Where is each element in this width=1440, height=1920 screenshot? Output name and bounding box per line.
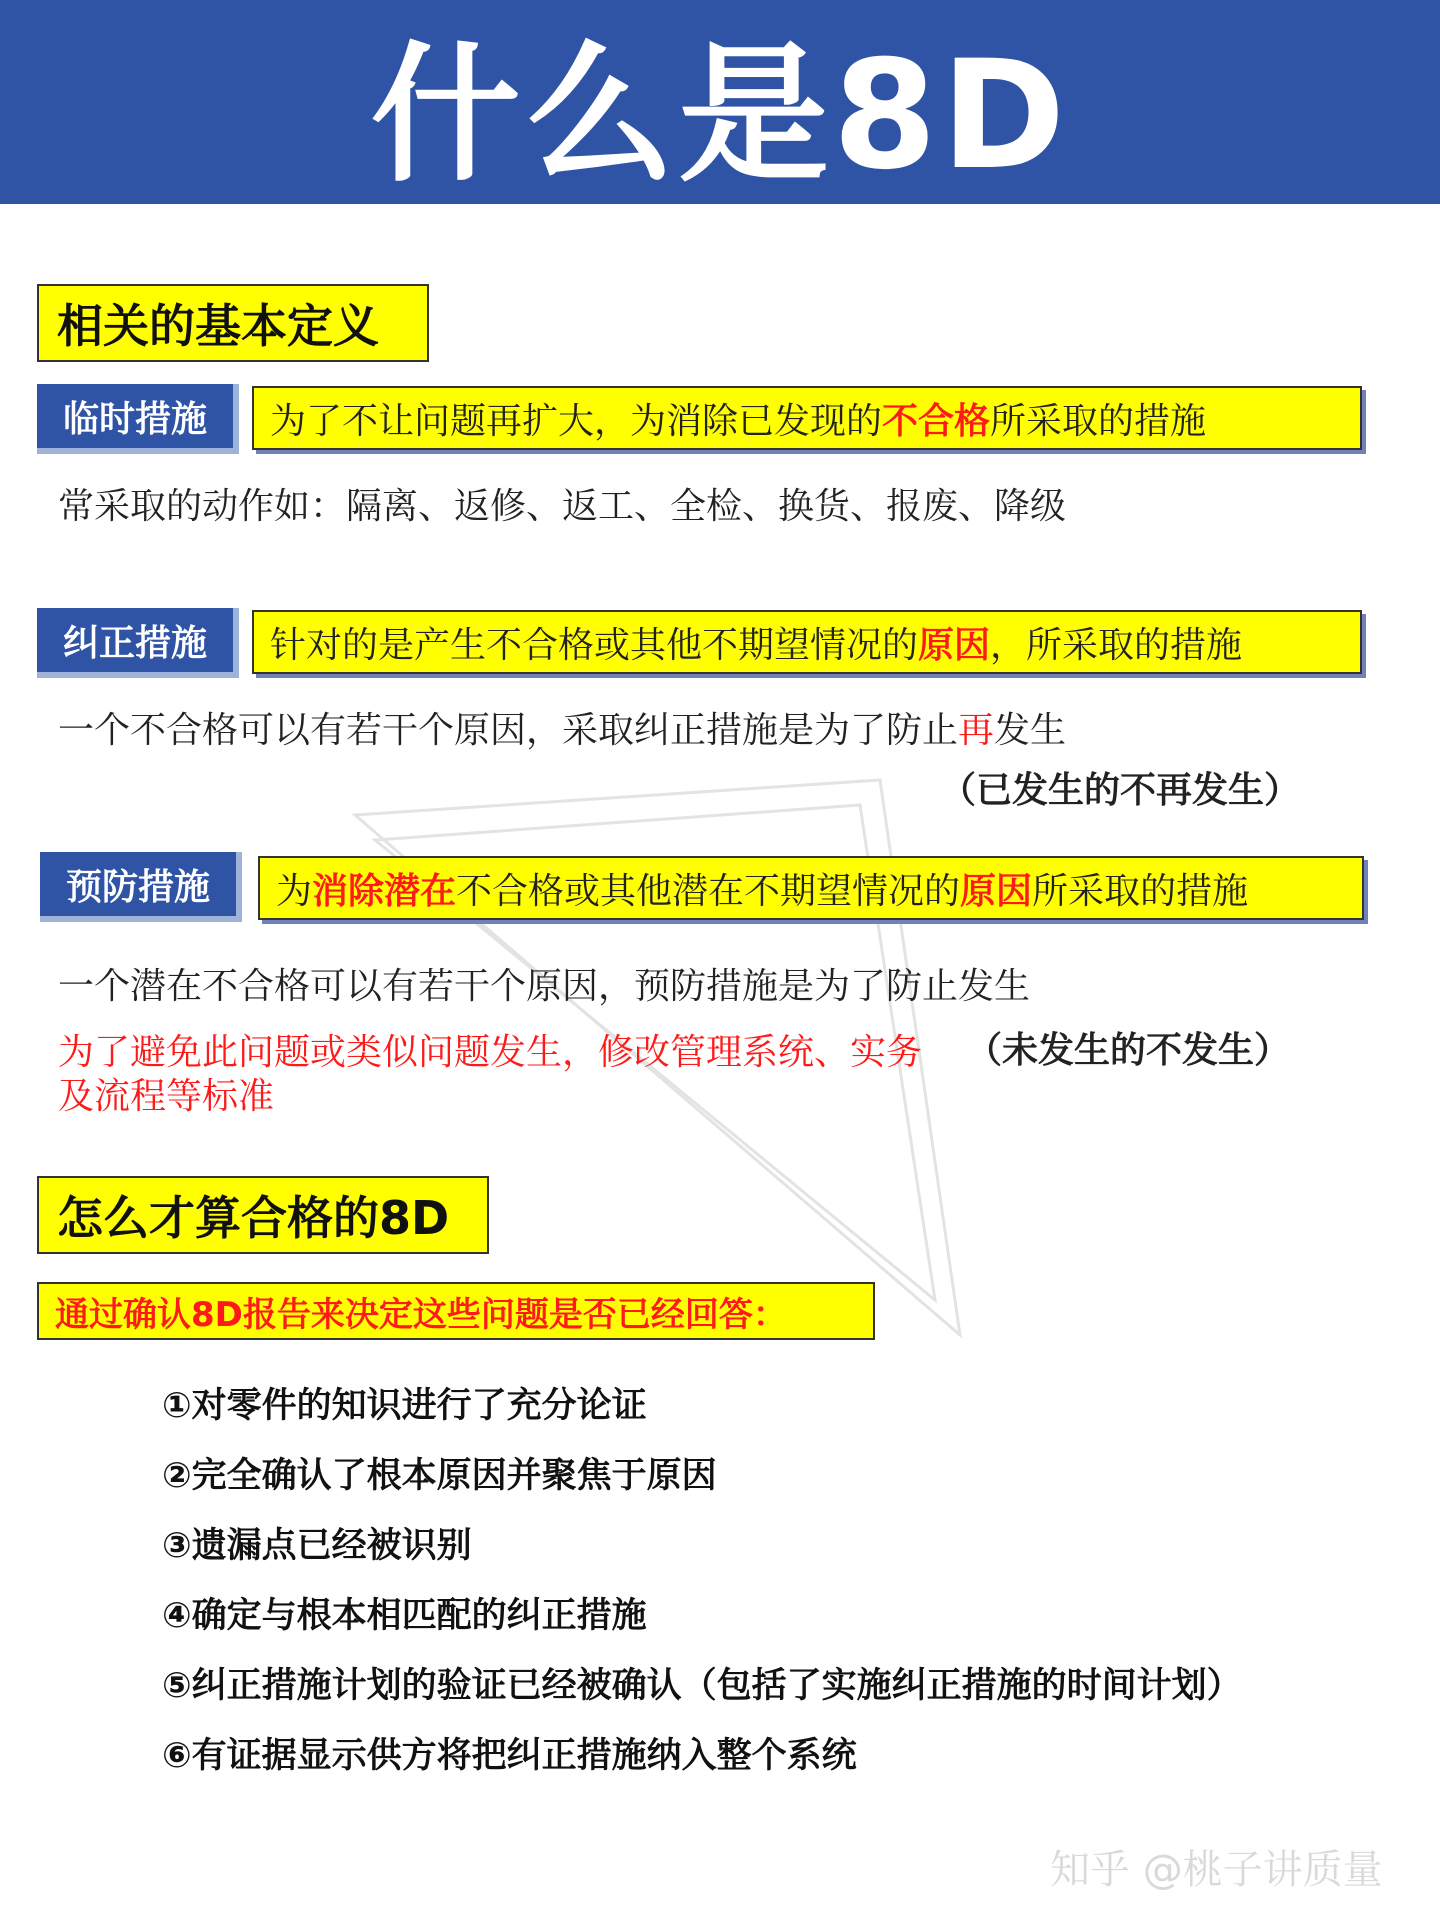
tag-preventive-measures: 预防措施 — [40, 852, 242, 922]
note-temporary-actions: 常采取的动作如：隔离、返修、返工、全检、换货、报废、降级 — [58, 486, 1067, 527]
highlight-cause: 原因 — [960, 870, 1033, 912]
definition-text: 所采取的措施 — [1032, 870, 1249, 912]
red-note-preventive-line2: 及流程等标准 — [58, 1076, 275, 1117]
definition-text: 为了不让问题再扩大，为消除已发现的 — [270, 400, 883, 442]
highlight-nonconformity: 不合格 — [882, 400, 991, 442]
highlight-eliminate-potential: 消除潜在 — [312, 870, 457, 912]
definition-text: ，所采取的措施 — [990, 624, 1243, 666]
remark-preventive: （未发生的不发生） — [966, 1030, 1291, 1071]
list-item: ⑤纠正措施计划的验证已经被确认（包括了实施纠正措施的时间计划） — [162, 1666, 1242, 1706]
section-heading-definitions: 相关的基本定义 — [37, 284, 429, 362]
note-corrective — [58, 702, 1066, 753]
definition-preventive-measures — [258, 856, 1364, 920]
note-preventive: 一个潜在不合格可以有若干个原因，预防措施是为了防止发生 — [58, 966, 1031, 1007]
tag-temporary-measures: 临时措施 — [37, 384, 239, 454]
criteria-title: 通过确认8D报告来决定这些问题是否已经回答： — [37, 1282, 875, 1340]
highlight-again: 再 — [958, 710, 995, 751]
highlight-cause: 原因 — [918, 624, 991, 666]
definition-temporary-measures — [252, 386, 1362, 450]
definition-text: 针对的是产生不合格或其他不期望情况的 — [270, 624, 919, 666]
remark-corrective: （已发生的不再发生） — [940, 770, 1301, 811]
footer-credit: 知乎 @桃子讲质量 — [1050, 1847, 1383, 1893]
tag-corrective-measures: 纠正措施 — [37, 608, 239, 678]
definition-corrective-measures — [252, 610, 1362, 674]
page-title: 什么是8D — [370, 29, 1070, 203]
list-item: ②完全确认了根本原因并聚焦于原因 — [162, 1456, 717, 1496]
red-note-preventive-line1: 为了避免此问题或类似问题发生，修改管理系统、实务 — [58, 1032, 923, 1073]
definition-text: 所采取的措施 — [990, 400, 1207, 442]
section-heading-qualified-8d: 怎么才算合格的8D — [37, 1176, 489, 1254]
list-item: ③遗漏点已经被识别 — [162, 1526, 472, 1566]
list-item: ④确定与根本相匹配的纠正措施 — [162, 1596, 647, 1636]
list-item: ①对零件的知识进行了充分论证 — [162, 1386, 647, 1426]
definition-text: 为 — [276, 870, 313, 912]
note-text: 发生 — [994, 710, 1067, 751]
list-item: ⑥有证据显示供方将把纠正措施纳入整个系统 — [162, 1736, 857, 1776]
note-text: 一个不合格可以有若干个原因，采取纠正措施是为了防止 — [58, 710, 959, 751]
definition-text: 不合格或其他潜在不期望情况的 — [456, 870, 961, 912]
